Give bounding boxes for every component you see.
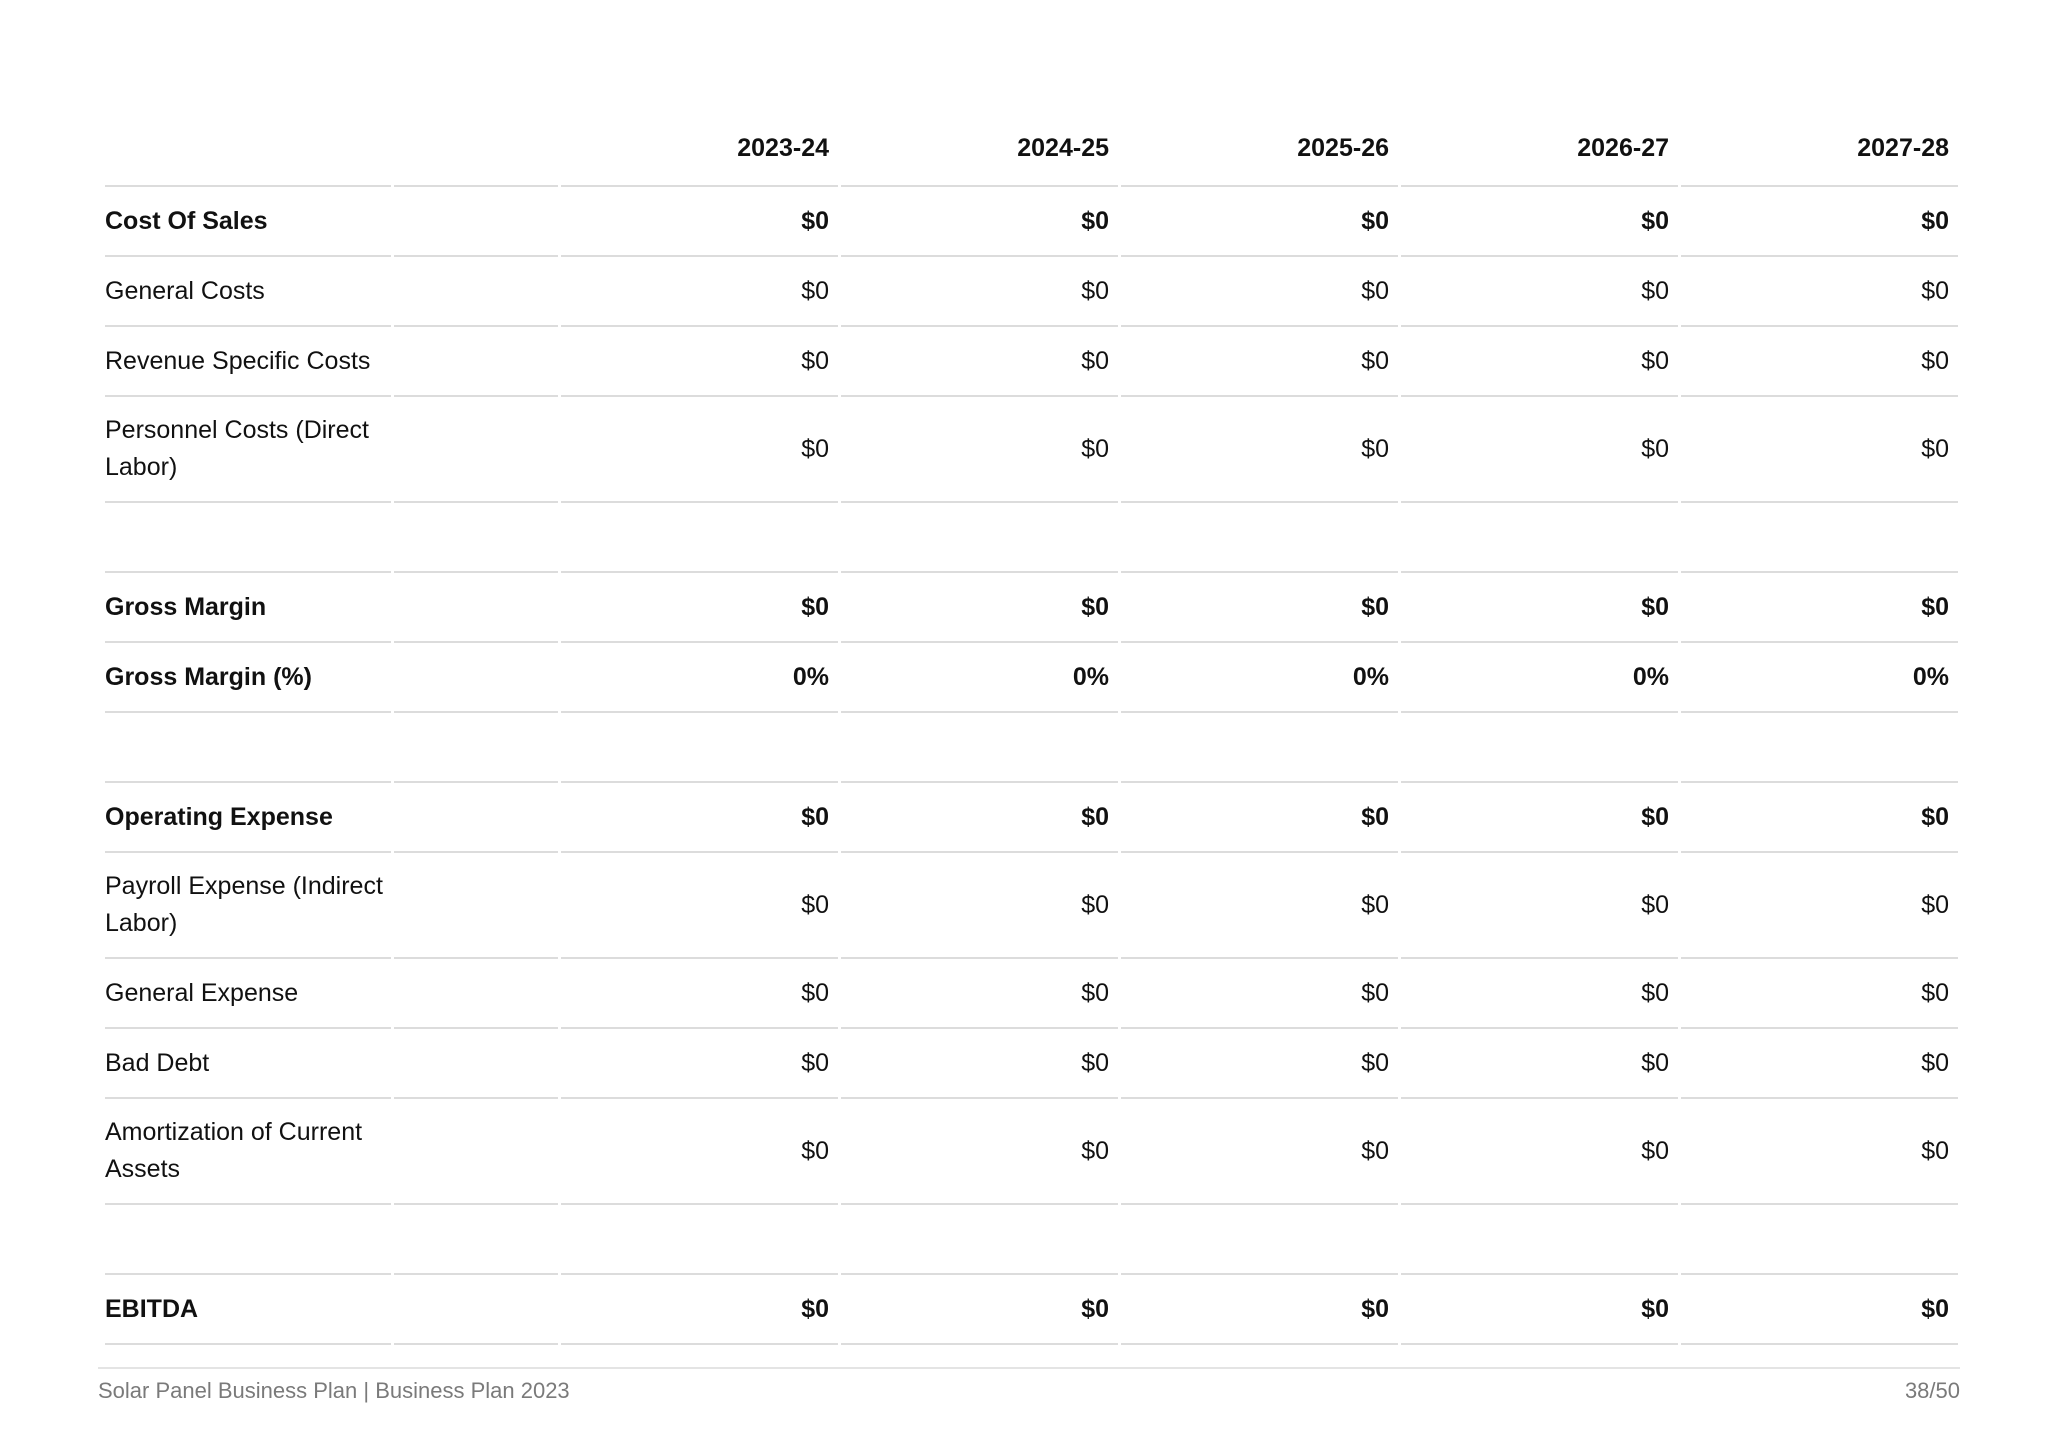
row-value-cell: 0% bbox=[1401, 643, 1678, 713]
row-value-cell bbox=[1681, 713, 1958, 783]
header-spacer-cell bbox=[394, 112, 558, 187]
row-value-cell bbox=[1121, 1205, 1398, 1275]
row-spacer-cell bbox=[394, 573, 558, 643]
table-header bbox=[105, 112, 1958, 187]
row-value-cell: $0 bbox=[841, 187, 1118, 257]
row-spacer-cell bbox=[394, 959, 558, 1029]
footer-document-title: Solar Panel Business Plan | Business Plan 2023 bbox=[98, 1378, 570, 1403]
row-value-cell: $0 bbox=[1681, 573, 1958, 643]
row-value-cell: $0 bbox=[561, 1029, 838, 1099]
row-spacer-cell bbox=[394, 713, 558, 783]
row-value-cell: $0 bbox=[1681, 327, 1958, 397]
row-value-cell: $0 bbox=[561, 959, 838, 1029]
row-value-cell: $0 bbox=[1121, 783, 1398, 853]
row-spacer-cell bbox=[394, 503, 558, 573]
row-value-cell: $0 bbox=[561, 1099, 838, 1205]
row-value-cell: $0 bbox=[1401, 327, 1678, 397]
table-row bbox=[105, 853, 1958, 959]
row-value-cell: $0 bbox=[561, 257, 838, 327]
row-spacer-cell bbox=[394, 783, 558, 853]
row-value-cell bbox=[1401, 1205, 1678, 1275]
table-row bbox=[105, 573, 1958, 643]
row-spacer-cell bbox=[394, 257, 558, 327]
row-value-cell: $0 bbox=[1401, 573, 1678, 643]
table-row bbox=[105, 327, 1958, 397]
row-spacer-cell bbox=[394, 1029, 558, 1099]
header-year-2026-27: 2026-27 bbox=[1401, 112, 1678, 187]
table-row bbox=[105, 783, 1958, 853]
row-spacer-cell bbox=[394, 643, 558, 713]
row-value-cell: $0 bbox=[1681, 959, 1958, 1029]
row-value-cell bbox=[561, 713, 838, 783]
row-spacer-cell bbox=[394, 1275, 558, 1345]
row-value-cell: $0 bbox=[1681, 853, 1958, 959]
row-label: Payroll Expense (Indirect Labor) bbox=[105, 853, 391, 959]
row-value-cell: $0 bbox=[1121, 187, 1398, 257]
row-value-cell: $0 bbox=[1121, 327, 1398, 397]
row-value-cell: $0 bbox=[1681, 397, 1958, 503]
row-label bbox=[105, 503, 391, 573]
row-value-cell: $0 bbox=[1401, 959, 1678, 1029]
table-row bbox=[105, 959, 1958, 1029]
row-value-cell bbox=[1121, 713, 1398, 783]
row-spacer-cell bbox=[394, 1099, 558, 1205]
row-label bbox=[105, 1205, 391, 1275]
footer-divider bbox=[98, 1367, 1960, 1369]
row-value-cell: $0 bbox=[1401, 853, 1678, 959]
row-value-cell: $0 bbox=[1681, 257, 1958, 327]
row-label: Gross Margin (%) bbox=[105, 643, 391, 713]
header-year-2024-25: 2024-25 bbox=[841, 112, 1118, 187]
row-value-cell: $0 bbox=[841, 397, 1118, 503]
row-value-cell: $0 bbox=[1681, 1099, 1958, 1205]
financial-table bbox=[102, 112, 1961, 1345]
row-value-cell: $0 bbox=[561, 783, 838, 853]
row-value-cell: 0% bbox=[561, 643, 838, 713]
header-year-2027-28: 2027-28 bbox=[1681, 112, 1958, 187]
row-value-cell: $0 bbox=[561, 853, 838, 959]
row-label: Amortization of Current Assets bbox=[105, 1099, 391, 1205]
header-year-2025-26: 2025-26 bbox=[1121, 112, 1398, 187]
row-value-cell: $0 bbox=[561, 187, 838, 257]
row-value-cell: $0 bbox=[561, 1275, 838, 1345]
table-row bbox=[105, 187, 1958, 257]
row-value-cell: $0 bbox=[1401, 783, 1678, 853]
row-value-cell: $0 bbox=[841, 1275, 1118, 1345]
row-spacer-cell bbox=[394, 1205, 558, 1275]
row-value-cell: $0 bbox=[841, 573, 1118, 643]
row-value-cell: $0 bbox=[841, 1029, 1118, 1099]
row-value-cell: $0 bbox=[1401, 187, 1678, 257]
row-value-cell bbox=[841, 1205, 1118, 1275]
footer-page-number: 38/50 bbox=[1904, 1378, 1960, 1403]
row-value-cell bbox=[841, 503, 1118, 573]
spacer-row bbox=[105, 713, 1958, 783]
row-label: Revenue Specific Costs bbox=[105, 327, 391, 397]
row-label: General Costs bbox=[105, 257, 391, 327]
row-value-cell: $0 bbox=[1681, 783, 1958, 853]
row-value-cell: $0 bbox=[1401, 1029, 1678, 1099]
table-row bbox=[105, 1029, 1958, 1099]
row-value-cell: $0 bbox=[841, 853, 1118, 959]
row-label: Gross Margin bbox=[105, 573, 391, 643]
table-row bbox=[105, 643, 1958, 713]
row-spacer-cell bbox=[394, 853, 558, 959]
table-row bbox=[105, 1275, 1958, 1345]
row-value-cell: $0 bbox=[1401, 1099, 1678, 1205]
row-value-cell: $0 bbox=[841, 959, 1118, 1029]
row-value-cell: $0 bbox=[841, 327, 1118, 397]
row-value-cell: $0 bbox=[1121, 853, 1398, 959]
row-value-cell bbox=[1681, 503, 1958, 573]
row-label: Cost Of Sales bbox=[105, 187, 391, 257]
header-year-2023-24: 2023-24 bbox=[561, 112, 838, 187]
table-row bbox=[105, 1099, 1958, 1205]
row-value-cell: 0% bbox=[1681, 643, 1958, 713]
row-value-cell bbox=[561, 503, 838, 573]
row-value-cell: $0 bbox=[1121, 959, 1398, 1029]
row-label: Personnel Costs (Direct Labor) bbox=[105, 397, 391, 503]
row-spacer-cell bbox=[394, 327, 558, 397]
row-value-cell: $0 bbox=[1121, 1099, 1398, 1205]
row-value-cell bbox=[1401, 713, 1678, 783]
row-value-cell: $0 bbox=[1401, 1275, 1678, 1345]
header-label-cell bbox=[105, 112, 391, 187]
table-body bbox=[105, 187, 1958, 1345]
row-label bbox=[105, 713, 391, 783]
row-value-cell: $0 bbox=[561, 397, 838, 503]
row-value-cell bbox=[1121, 503, 1398, 573]
row-label: General Expense bbox=[105, 959, 391, 1029]
row-value-cell: $0 bbox=[1401, 397, 1678, 503]
table-row bbox=[105, 257, 1958, 327]
header-row bbox=[105, 112, 1958, 187]
row-value-cell: 0% bbox=[1121, 643, 1398, 713]
row-value-cell: $0 bbox=[1681, 1275, 1958, 1345]
row-value-cell: $0 bbox=[1121, 573, 1398, 643]
spacer-row bbox=[105, 503, 1958, 573]
row-value-cell bbox=[1681, 1205, 1958, 1275]
row-value-cell: $0 bbox=[1121, 397, 1398, 503]
row-value-cell bbox=[1401, 503, 1678, 573]
table-row bbox=[105, 397, 1958, 503]
row-label: EBITDA bbox=[105, 1275, 391, 1345]
row-value-cell: $0 bbox=[1121, 1029, 1398, 1099]
row-value-cell: $0 bbox=[1401, 257, 1678, 327]
row-value-cell: 0% bbox=[841, 643, 1118, 713]
row-value-cell: $0 bbox=[1121, 257, 1398, 327]
row-value-cell: $0 bbox=[841, 783, 1118, 853]
row-value-cell: $0 bbox=[1121, 1275, 1398, 1345]
spacer-row bbox=[105, 1205, 1958, 1275]
row-spacer-cell bbox=[394, 187, 558, 257]
row-value-cell: $0 bbox=[841, 257, 1118, 327]
row-value-cell: $0 bbox=[561, 573, 838, 643]
row-value-cell bbox=[841, 713, 1118, 783]
row-value-cell: $0 bbox=[1681, 1029, 1958, 1099]
row-value-cell bbox=[561, 1205, 838, 1275]
row-value-cell: $0 bbox=[561, 327, 838, 397]
row-spacer-cell bbox=[394, 397, 558, 503]
row-value-cell: $0 bbox=[841, 1099, 1118, 1205]
row-label: Bad Debt bbox=[105, 1029, 391, 1099]
row-label: Operating Expense bbox=[105, 783, 391, 853]
row-value-cell: $0 bbox=[1681, 187, 1958, 257]
